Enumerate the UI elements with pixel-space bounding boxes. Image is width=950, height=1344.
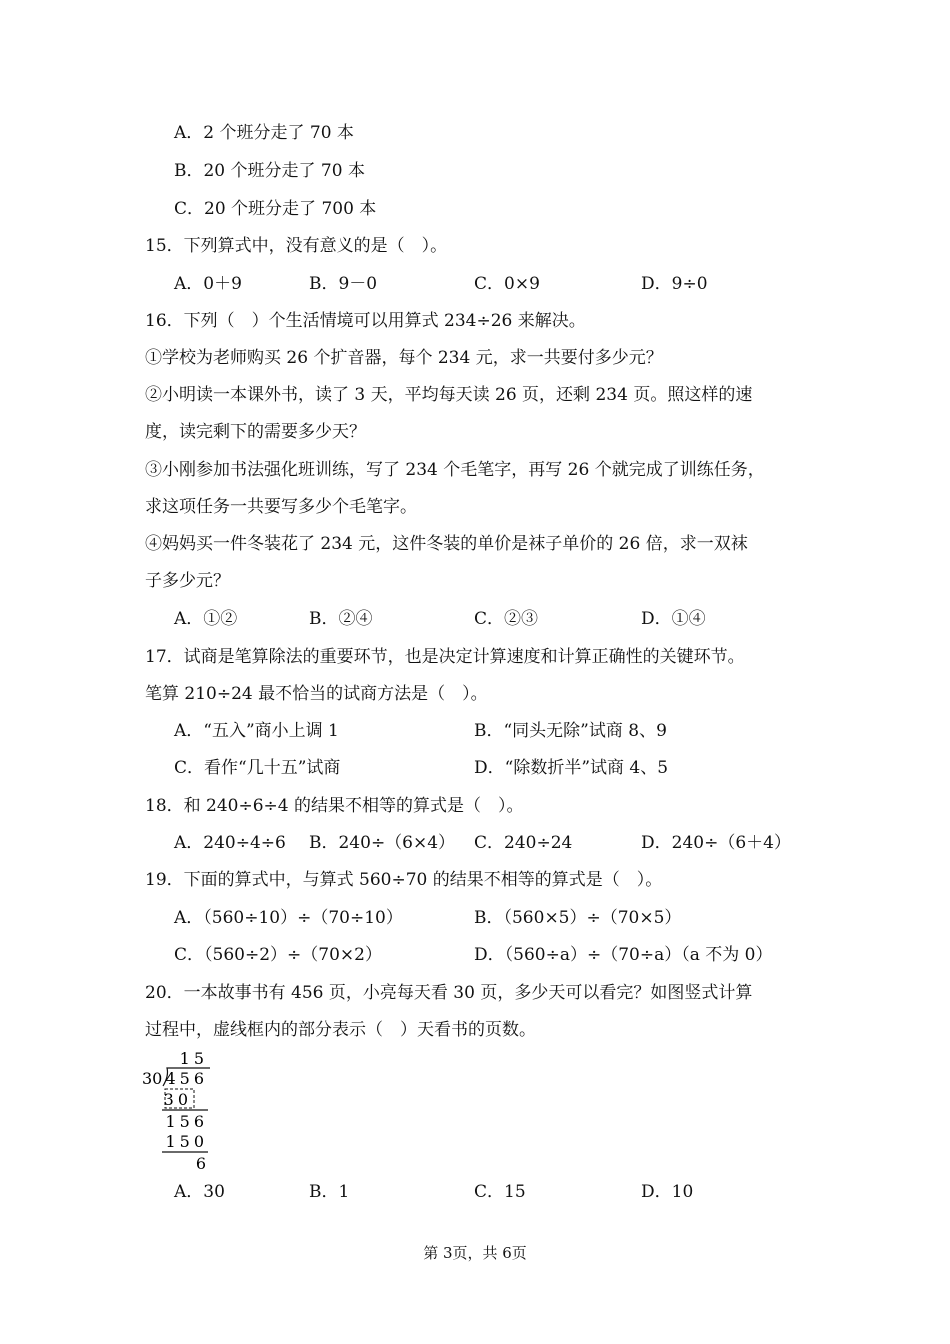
- q15-option-b: B．9－0: [309, 274, 378, 294]
- q16-situation-3a: ③小刚参加书法强化班训练，写了 234 个毛笔字，再写 26 个就完成了训练任务，: [145, 460, 765, 480]
- q16-option-d: D．①④: [641, 609, 706, 629]
- q17-option-b: B．“同头无除”试商 8、9: [474, 721, 667, 741]
- q17-option-a: A．“五入”商小上调 1: [174, 721, 339, 741]
- q19-option-c: C．（560÷2）÷（70×2）: [174, 945, 382, 965]
- q16-situation-4b: 子多少元？: [145, 571, 230, 591]
- page-footer: 第 3页，共 6页: [423, 1244, 527, 1262]
- q20-option-b: B．1: [309, 1182, 350, 1202]
- q14-option-b: B．20 个班分走了 70 本: [174, 161, 365, 181]
- q20-stem-b: 过程中，虚线框内的部分表示（ ）天看书的页数。: [145, 1020, 536, 1040]
- division-step2: 150: [165, 1132, 208, 1151]
- q18-stem: 18．和 240÷6÷4 的结果不相等的算式是（ ）。: [145, 796, 524, 816]
- division-step1: 30: [163, 1090, 192, 1109]
- q17-stem-a: 17．试商是笔算除法的重要环节，也是决定计算速度和计算正确性的关键环节。: [145, 647, 745, 667]
- q14-option-c: C．20 个班分走了 700 本: [174, 199, 377, 219]
- q14-option-a: A．2 个班分走了 70 本: [174, 123, 354, 143]
- q19-stem: 19．下面的算式中，与算式 560÷70 的结果不相等的算式是（ ）。: [145, 870, 663, 890]
- q19-option-a: A．（560÷10）÷（70÷10）: [174, 908, 403, 928]
- q15-option-c: C．0×9: [474, 274, 540, 294]
- q16-stem: 16．下列（ ）个生活情境可以用算式 234÷26 来解决。: [145, 311, 586, 331]
- q16-situation-1: ①学校为老师购买 26 个扩音器，每个 234 元，求一共要付多少元？: [145, 348, 663, 368]
- q18-option-c: C．240÷24: [474, 833, 573, 853]
- q16-situation-2b: 度，读完剩下的需要多少天？: [145, 422, 366, 442]
- division-divisor: 30: [142, 1069, 163, 1088]
- q20-option-c: C．15: [474, 1182, 526, 1202]
- q16-option-c: C．②③: [474, 609, 539, 629]
- q20-option-d: D．10: [641, 1182, 694, 1202]
- q16-option-a: A．①②: [174, 609, 238, 629]
- q16-situation-2a: ②小明读一本课外书，读了 3 天，平均每天读 26 页，还剩 234 页。照这样的速: [145, 385, 753, 405]
- q19-option-b: B．（560×5）÷（70×5）: [474, 908, 682, 928]
- q17-option-d: D．“除数折半”试商 4、5: [474, 758, 669, 778]
- division-dividend: 456: [165, 1069, 208, 1088]
- division-remainder: 6: [195, 1154, 206, 1173]
- division-quotient: 15: [179, 1049, 208, 1068]
- q16-situation-4a: ④妈妈买一件冬装花了 234 元，这件冬装的单价是袜子单价的 26 倍，求一双袜: [145, 534, 748, 554]
- q17-stem-b: 笔算 210÷24 最不恰当的试商方法是（ ）。: [145, 684, 488, 704]
- q18-option-b: B．240÷（6×4）: [309, 833, 456, 853]
- q18-option-a: A．240÷4÷6: [174, 833, 286, 853]
- q17-option-c: C．看作“几十五”试商: [174, 758, 341, 778]
- q16-option-b: B．②④: [309, 609, 373, 629]
- q18-option-d: D．240÷（6＋4）: [641, 833, 791, 853]
- q15-stem: 15．下列算式中，没有意义的是（ ）。: [145, 236, 448, 256]
- q19-option-d: D．（560÷a）÷（70÷a）（a 不为 0）: [474, 945, 773, 965]
- long-division-figure: [140, 1046, 220, 1176]
- division-remainder-1: 156: [165, 1112, 208, 1131]
- q20-option-a: A．30: [174, 1182, 225, 1202]
- q16-situation-3b: 求这项任务一共要写多少个毛笔字。: [145, 497, 417, 517]
- q20-stem-a: 20．一本故事书有 456 页，小亮每天看 30 页，多少天可以看完？如图竖式计算: [145, 983, 753, 1003]
- q15-option-d: D．9÷0: [641, 274, 708, 294]
- q15-option-a: A．0＋9: [174, 274, 242, 294]
